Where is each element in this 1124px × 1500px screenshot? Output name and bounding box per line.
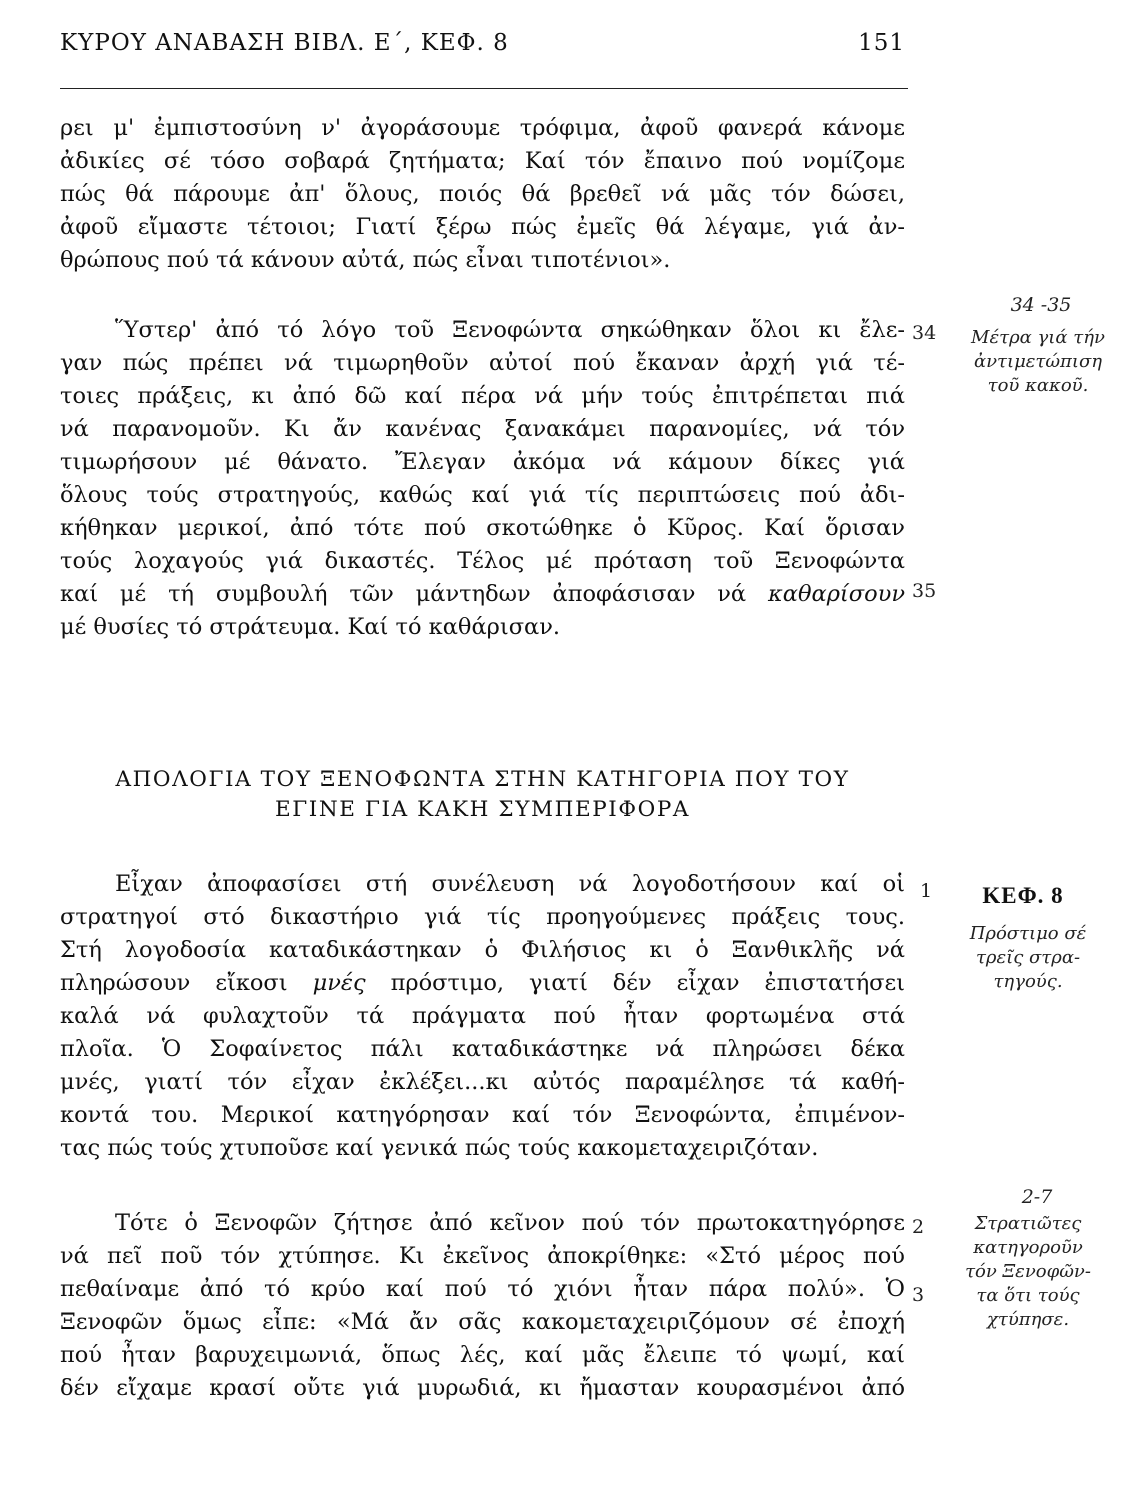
text-line: κήθηκαν μερικοί, ἀπό τότε πού σκοτώθηκε ὁ Κῦρος. Καί ὅρισαν <box>60 515 905 541</box>
text-line: Τότε ὁ Ξενοφῶν ζήτησε ἀπό κεῖνον πού τόν πρωτοκατηγόρησε <box>115 1210 905 1236</box>
margin-range: 34 -35 <box>1010 294 1072 316</box>
text-fragment: πληρώσουν εἴκοσι <box>60 970 288 996</box>
margin-note-line: Πρόστιμο σέ <box>969 923 1087 944</box>
text-line: γαν πώς πρέπει νά τιμωρηθοῦν αὐτοί πού ἔκαναν ἀρχή γιά τέ- <box>60 350 905 376</box>
text-line: πεθαίναμε ἀπό τό κρύο καί πού τό χιόνι ἦταν πάρα πολύ». Ὁ <box>60 1276 905 1302</box>
text-line: πλοῖα. Ὁ Σοφαίνετος πάλι καταδικάστηκε νά πληρώσει δέκα <box>60 1036 905 1062</box>
text-line: δέν εἴχαμε κρασί οὔτε γιά μυρωδιά, κι ἤμασταν κουρασμένοι ἀπό <box>60 1375 905 1401</box>
paragraph-4 <box>60 1207 905 1405</box>
margin-note-line: τοῦ κακοῦ. <box>987 375 1089 396</box>
italic-word: καθαρίσουν <box>768 581 905 607</box>
section-number: 3 <box>912 1284 925 1306</box>
margin-range: 2-7 <box>1021 1186 1053 1208</box>
text-line: μέ θυσίες τό στράτευμα. Καί τό καθάρισαν. <box>60 614 561 640</box>
margin-note <box>948 922 1108 994</box>
chapter-label: ΚΕΦ. 8 <box>982 883 1064 908</box>
italic-word: μνές <box>312 970 366 996</box>
text-line: νά πεῖ ποῦ τόν χτύπησε. Κι ἐκεῖνος ἀποκρίθηκε: «Στό μέρος πού <box>60 1243 905 1269</box>
text-line <box>60 967 905 1000</box>
margin-note-line: Μέτρα γιά τήν <box>971 327 1105 348</box>
text-line: Στή λογοδοσία καταδικάστηκαν ὁ Φιλήσιος κι ὁ Ξανθικλῆς νά <box>60 937 905 963</box>
text-line: τοιες πράξεις, κι ἀπό δῶ καί πέρα νά μήν τούς ἐπιτρέπεται πιά <box>60 383 905 409</box>
header-rule <box>60 88 908 89</box>
text-line: πού ἦταν βαρυχειμωνιά, ὅπως λές, καί μᾶς ἔλειπε τό ψωμί, καί <box>60 1342 905 1368</box>
text-line: θρώπους πού τά κάνουν αὐτά, πώς εἶναι τιποτένιοι». <box>60 247 671 273</box>
section-heading <box>60 765 905 825</box>
margin-note-line: ἀντιμετώπιση <box>973 351 1103 372</box>
page-number: 151 <box>858 30 905 56</box>
text-line: στρατηγοί στό δικαστήριο γιά τίς προηγούμενες πράξεις τους. <box>60 904 905 930</box>
text-line: νά παρανομοῦν. Κι ἄν κανένας ξανακάμει παρανομίες, νά τόν <box>60 416 905 442</box>
margin-note <box>958 326 1118 398</box>
paragraph-3 <box>60 868 905 1165</box>
text-line: τας πώς τούς χτυποῦσε καί γενικά πώς τούς κακομεταχειριζόταν. <box>60 1135 819 1161</box>
text-line <box>60 578 905 611</box>
margin-note-line: τρεῖς στρα- <box>975 947 1081 968</box>
running-head <box>60 30 905 56</box>
text-fragment: πρόστιμο, γιατί δέν εἶχαν ἐπιστατήσει <box>390 970 905 996</box>
section-heading-line: ΕΓΙΝΕ ΓΙΑ ΚΑΚΗ ΣΥΜΠΕΡΙΦΟΡΑ <box>274 797 691 822</box>
text-line: Εἶχαν ἀποφασίσει στή συνέλευση νά λογοδοτήσουν καί οἱ <box>115 871 905 897</box>
text-line: τούς λοχαγούς γιά δικαστές. Τέλος μέ πρόταση τοῦ Ξενοφώντα <box>60 548 905 574</box>
text-line: ρει μ' ἐμπιστοσύνη ν' ἀγοράσουμε τρόφιμα, ἀφοῦ φανερά κάνομε <box>60 115 905 141</box>
running-title: ΚΥΡΟΥ ΑΝΑΒΑΣΗ ΒΙΒΛ. Ε΄, ΚΕΦ. 8 <box>60 30 509 56</box>
text-line: ὅλους τούς στρατηγούς, καθώς καί γιά τίς περιπτώσεις πού ἀδι- <box>60 482 905 508</box>
text-line: μνές, γιατί τόν εἶχαν ἐκλέξει...κι αὐτός παραμέλησε τά καθή- <box>60 1069 905 1095</box>
section-number: 1 <box>920 880 933 902</box>
text-line: καλά νά φυλαχτοῦν τά πράγματα πού ἦταν φορτωμένα στά <box>60 1003 905 1029</box>
text-line: Ὕστερ' ἀπό τό λόγο τοῦ Ξενοφώντα σηκώθηκαν ὅλοι κι ἔλε- <box>115 317 905 343</box>
section-number: 34 <box>912 322 937 344</box>
margin-note-line: Στρατιῶτες <box>974 1213 1082 1234</box>
section-number: 2 <box>912 1216 925 1238</box>
text-line: Ξενοφῶν ὅμως εἶπε: «Μά ἄν σᾶς κακομεταχειριζόμουν σέ ἐποχή <box>60 1309 905 1335</box>
section-heading-line: ΑΠΟΛΟΓΙΑ ΤΟΥ ΞΕΝΟΦΩΝΤΑ ΣΤΗΝ ΚΑΤΗΓΟΡΙΑ ΠΟΥ ΤΟΥ <box>115 767 850 792</box>
text-line: ἀφοῦ εἴμαστε τέτοιοι; Γιατί ξέρω πώς ἐμεῖς θά λέγαμε, γιά ἀν- <box>60 214 905 240</box>
section-number: 35 <box>912 580 937 602</box>
text-line: τιμωρήσουν μέ θάνατο. Ἔλεγαν ἀκόμα νά κάμουν δίκες γιά <box>60 449 905 475</box>
margin-note <box>948 1212 1108 1332</box>
margin-note-line: τηγούς. <box>993 971 1063 992</box>
text-line: ἀδικίες σέ τόσο σοβαρά ζητήματα; Καί τόν ἔπαινο πού νομίζομε <box>60 148 905 174</box>
text-fragment: καί μέ τή συμβουλή τῶν μάντηδων ἀποφάσισαν νά <box>60 581 747 607</box>
paragraph-2 <box>60 314 905 644</box>
paragraph-1 <box>60 112 905 277</box>
text-line: κοντά του. Μερικοί κατηγόρησαν καί τόν Ξενοφώντα, ἐπιμένον- <box>60 1102 905 1128</box>
margin-note-line: κατηγοροῦν <box>973 1237 1083 1258</box>
margin-note-line: τόν Ξενοφῶν- <box>965 1261 1091 1282</box>
margin-note-line: τα ὅτι τούς <box>976 1285 1080 1306</box>
margin-note-line: χτύπησε. <box>986 1309 1070 1330</box>
text-line: πώς θά πάρουμε ἀπ' ὅλους, ποιός θά βρεθεῖ νά μᾶς τόν δώσει, <box>60 181 905 207</box>
